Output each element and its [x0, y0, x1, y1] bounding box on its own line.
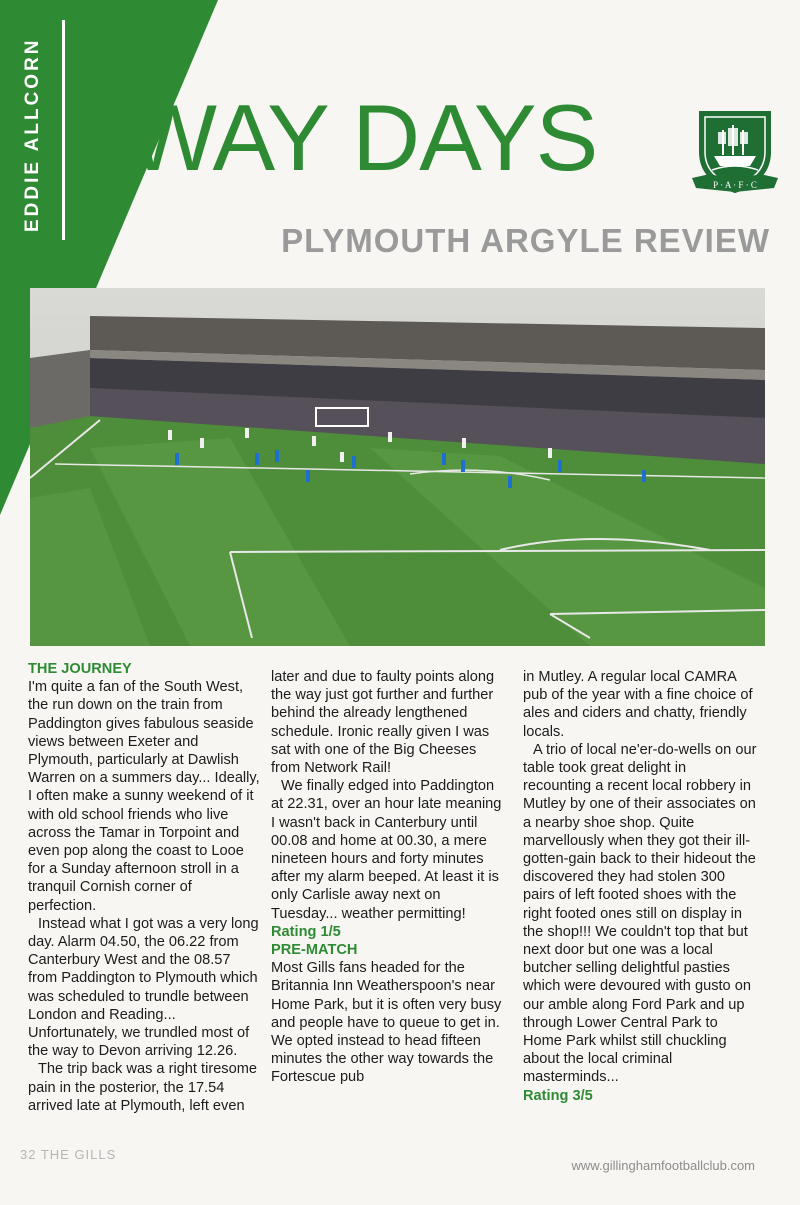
prematch-paragraph-2: in Mutley. A regular local CAMRA pub of the year with a fine choice of ales and ciders and chatty, friendly locals. — [523, 669, 753, 740]
journey-paragraph-1: I'm quite a fan of the South West, the run down on the train from Paddington gives fabulous seaside views between Exeter and Plymouth, particularly at Dawlish Warren on a summers day... Ideally, I often make a sunny weekend of it with old school friends who live across the Tamar in Torpoint and even pop along the coast to Looe for a Sunday afternoon stroll in a tranquil Cornish corner of perfection. — [28, 679, 260, 914]
page-title: AWAY DAYS — [70, 85, 598, 190]
journey-paragraph-4: later and due to faulty points along the way just got further and further behind the already lengthened schedule. Ironic really given I was sat with one of the Big Cheeses from Network Rail! — [271, 669, 495, 777]
article-column-2 — [271, 668, 506, 1087]
journey-paragraph-5: We finally edged into Paddington at 22.31, over an hour late meaning I wasn't back in Canterbury until 00.08 and home at 00.30, a mere nineteen hours and forty minutes after my alarm beeped. At least it is only Carlisle away next on Tuesday... weather permitting! — [271, 778, 502, 922]
article-column-1 — [28, 660, 263, 1115]
author-name: EDDIE ALLCORN — [22, 37, 43, 232]
website-link[interactable]: www.gillinghamfootballclub.com — [571, 1158, 755, 1173]
journey-paragraph-3: The trip back was a right tiresome pain in the posterior, the 17.54 arrived late at Plymouth, left even — [28, 1061, 257, 1114]
author-divider — [62, 20, 65, 240]
article-column-3 — [523, 668, 758, 1105]
stadium-photo — [30, 288, 765, 646]
journey-paragraph-2: Instead what I got was a very long day. Alarm 04.50, the 06.22 from Canterbury West and the 08.57 from Paddington to Plymouth which was scheduled to trundle between London and Reading... Unfortunately, we trundled most of the way to Devon arriving 12.26. — [28, 915, 259, 1060]
section-heading-journey: THE JOURNEY — [28, 661, 132, 677]
plymouth-argyle-crest-icon — [690, 100, 780, 200]
journey-rating: Rating 1/5 — [271, 923, 341, 940]
prematch-paragraph-3: A trio of local ne'er-do-wells on our table took great delight in recounting a recent local robbery in Mutley by one of their associates on a nearby shoe shop. Quite marvellously when they got their ill-gotten-gain back to their hideout the discovered they had stolen 300 pairs of left footed shoes with the right footed ones still on display in the shop!!! We couldn't top that but next door but one was a local butcher selling delightful pasties which were devoured with gusto on our amble along Ford Park and up through Lower Central Park to Home Park whilst still chuckling about the local criminal masterminds... — [523, 741, 757, 1086]
prematch-paragraph-1: Most Gills fans headed for the Britannia Inn Weatherspoon's near Home Park, but it is often very busy and people have to queue to get in. We opted instead to head fifteen minutes the other way towards the Fortescue pub — [271, 960, 502, 1086]
crest-text: P · A · F · C — [713, 180, 757, 190]
prematch-rating: Rating 3/5 — [523, 1087, 593, 1104]
page-subtitle: PLYMOUTH ARGYLE REVIEW — [281, 222, 770, 259]
page-number: 32 THE GILLS — [20, 1147, 117, 1162]
section-heading-prematch: PRE-MATCH — [271, 942, 358, 959]
